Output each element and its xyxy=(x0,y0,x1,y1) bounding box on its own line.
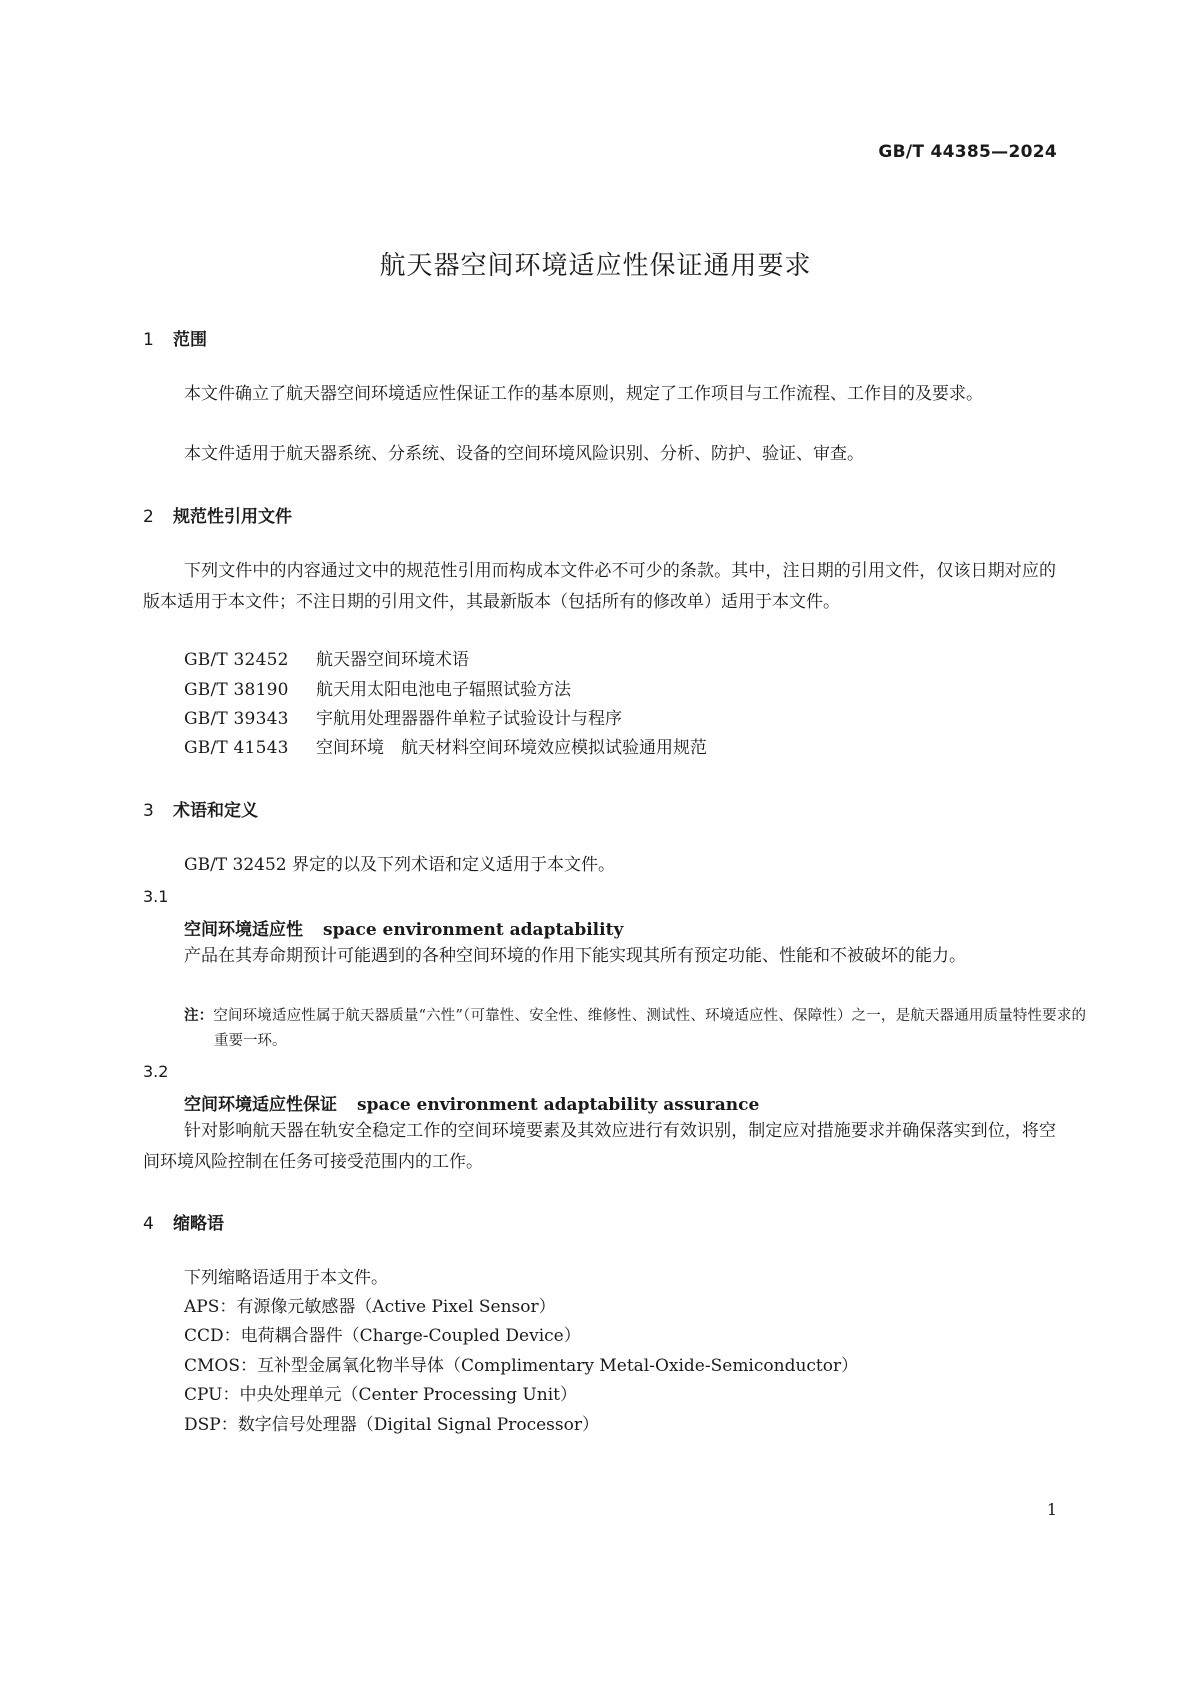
section-title: 范围 xyxy=(173,330,207,350)
section-2-heading xyxy=(143,502,292,527)
reference-code: GB/T 41543 xyxy=(184,738,289,758)
term-definition: 产品在其寿命期预计可能遇到的各种空间环境的作用下能实现其所有预定功能、性能和不被破坏的能力。 xyxy=(184,946,966,966)
reference-title: 航天器空间环境术语 xyxy=(316,650,469,670)
term-definition: 针对影响航天器在轨安全稳定工作的空间环境要素及其效应进行有效识别，制定应对措施要求并确保落实到位，将空间环境风险控制在任务可接受范围内的工作。 xyxy=(143,1121,1056,1172)
reference-item xyxy=(184,704,622,735)
section-number: 3 xyxy=(143,801,154,821)
note-text: 空间环境适应性属于航天器质量“六性”（可靠性、安全性、维修性、测试性、环境适应性、保障性）之一，是航天器通用质量特性要求的重要一环。 xyxy=(213,1008,1087,1049)
section-title: 规范性引用文件 xyxy=(173,507,292,527)
abbreviation-item: CMOS：互补型金属氧化物半导体（Complimentary Metal-Oxide-Semiconductor） xyxy=(184,1356,859,1376)
section-1-heading xyxy=(143,325,207,350)
reference-title: 宇航用处理器器件单粒子试验设计与程序 xyxy=(316,709,622,729)
section-number: 2 xyxy=(143,507,154,527)
section-2-paragraph-1: 下列文件中的内容通过文中的规范性引用而构成本文件必不可少的条款。其中，注日期的引用文件，仅该日期对应的版本适用于本文件；不注日期的引用文件，其最新版本（包括所有的修改单）适用于本文件。 xyxy=(143,561,1056,612)
section-number: 4 xyxy=(143,1214,154,1234)
section-3-heading xyxy=(143,796,258,821)
reference-code: GB/T 32452 xyxy=(184,650,289,670)
section-title: 缩略语 xyxy=(173,1214,224,1234)
section-4-heading xyxy=(143,1209,224,1234)
term-heading xyxy=(184,915,623,940)
reference-code: GB/T 39343 xyxy=(184,709,289,729)
term-english: space environment adaptability xyxy=(323,920,624,940)
reference-code: GB/T 38190 xyxy=(184,680,289,700)
section-number: 1 xyxy=(143,330,154,350)
standard-code: GB/T 44385—2024 xyxy=(878,142,1057,162)
abbreviation-item: CCD：电荷耦合器件（Charge-Coupled Device） xyxy=(184,1326,581,1346)
term-number: 3.2 xyxy=(143,1062,169,1081)
reference-title: 航天用太阳电池电子辐照试验方法 xyxy=(316,680,571,700)
note-label: 注： xyxy=(184,1008,214,1024)
reference-item xyxy=(184,645,469,676)
abbreviation-item: DSP：数字信号处理器（Digital Signal Processor） xyxy=(184,1415,599,1435)
document-title: 航天器空间环境适应性保证通用要求 xyxy=(379,251,812,281)
section-1-paragraph-2: 本文件适用于航天器系统、分系统、设备的空间环境风险识别、分析、防护、验证、审查。 xyxy=(184,444,864,464)
reference-item xyxy=(184,733,707,764)
reference-item xyxy=(184,675,571,706)
reference-title: 空间环境 航天材料空间环境效应模拟试验通用规范 xyxy=(316,738,707,758)
section-1-paragraph-1: 本文件确立了航天器空间环境适应性保证工作的基本原则，规定了工作项目与工作流程、工作目的及要求。 xyxy=(184,384,983,404)
page-number: 1 xyxy=(1046,1500,1057,1519)
terms-intro: GB/T 32452 界定的以及下列术语和定义适用于本文件。 xyxy=(184,855,616,875)
term-heading xyxy=(184,1090,759,1115)
abbreviation-item: APS：有源像元敏感器（Active Pixel Sensor） xyxy=(184,1297,556,1317)
abbreviations-intro: 下列缩略语适用于本文件。 xyxy=(184,1268,388,1288)
abbreviation-item: CPU：中央处理单元（Center Processing Unit） xyxy=(184,1385,577,1405)
term-number: 3.1 xyxy=(143,887,169,906)
term-note xyxy=(184,1004,1086,1054)
section-title: 术语和定义 xyxy=(173,801,258,821)
term-chinese: 空间环境适应性 xyxy=(184,920,303,940)
term-english: space environment adaptability assurance xyxy=(357,1095,760,1115)
term-chinese: 空间环境适应性保证 xyxy=(184,1095,337,1115)
